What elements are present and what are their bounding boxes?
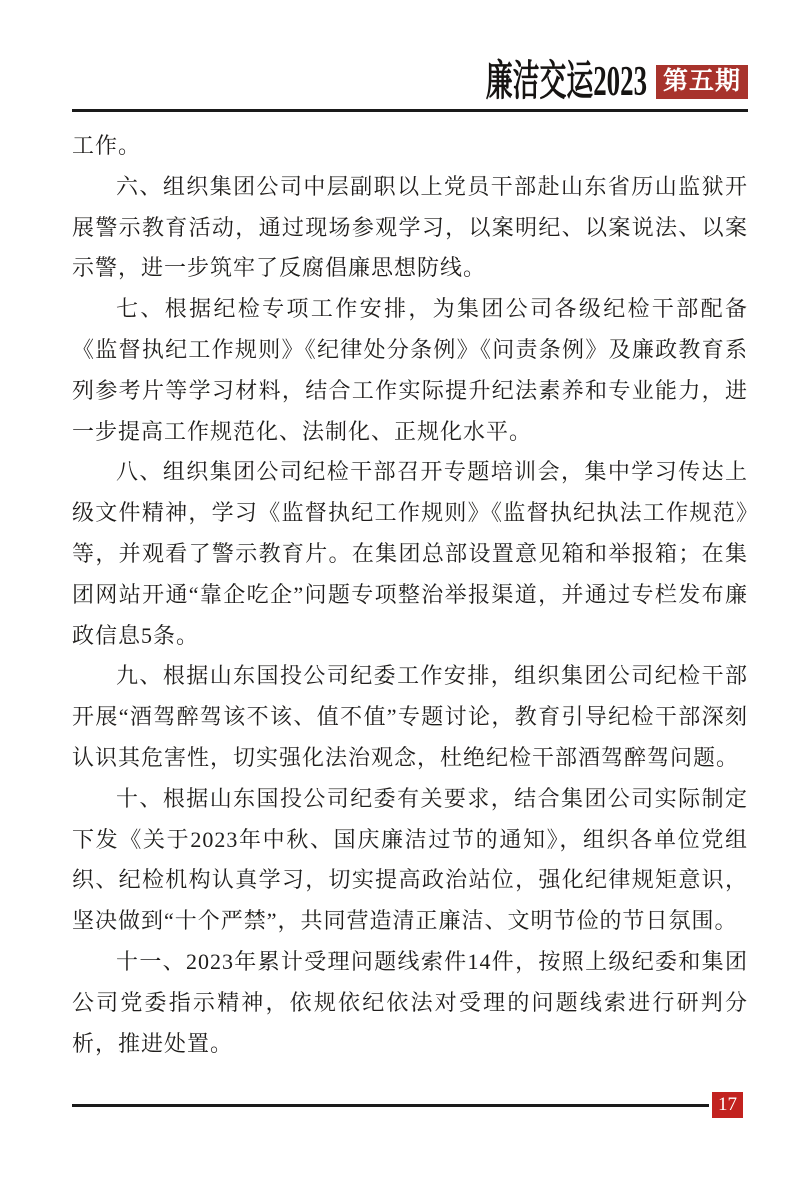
paragraph-item-7: 七、根据纪检专项工作安排，为集团公司各级纪检干部配备《监督执纪工作规则》《纪律处分条例》《问责条例》及廉政教育系列参考片等学习材料，结合工作实际提升纪法素养和专业能力，进一步提高工作规范化、法制化、正规化水平。 [72,296,748,444]
paragraph-item-9: 九、根据山东国投公司纪委工作安排，组织集团公司纪检干部开展“酒驾醉驾该不该、值不值”专题讨论，教育引导纪检干部深刻认识其危害性，切实强化法治观念，杜绝纪检干部酒驾醉驾问题。 [72,663,748,770]
paragraph-item-6: 六、组织集团公司中层副职以上党员干部赴山东省历山监狱开展警示教育活动，通过现场参观学习，以案明纪、以案说法、以案示警，进一步筑牢了反腐倡廉思想防线。 [72,173,748,281]
page-number-badge [712,1092,743,1118]
header-rule [72,109,748,112]
article-body [72,126,748,1064]
footer-rule [72,1104,709,1107]
masthead [72,60,748,104]
paragraph-item-8: 八、组织集团公司纪检干部召开专题培训会，集中学习传达上级文件精神，学习《监督执纪工作规则》《监督执纪执法工作规范》等，并观看了警示教育片。在集团总部设置意见箱和举报箱；在集团网站开通“靠企吃企”问题专项整治举报渠道，并通过专栏发布廉政信息5条。 [72,459,748,648]
paragraph-item-11: 十一、2023年累计受理问题线索件14件，按照上级纪委和集团公司党委指示精神，依规依纪依法对受理的问题线索进行研判分析，推进处置。 [72,948,748,1056]
page-number: 17 [718,1094,737,1115]
paragraph-item-10: 十、根据山东国投公司纪委有关要求，结合集团公司实际制定下发《关于2023年中秋、国庆廉洁过节的通知》，组织各单位党组织、纪检机构认真学习，切实提高政治站位，强化纪律规矩意识，坚决做到“十个严禁”，共同营造清正廉洁、文明节俭的节日氛围。 [72,785,748,934]
paragraph-continuation: 工作。 [72,133,142,158]
masthead-title: 廉洁交运2023 [485,59,647,105]
issue-badge: 第五期 [656,65,748,99]
